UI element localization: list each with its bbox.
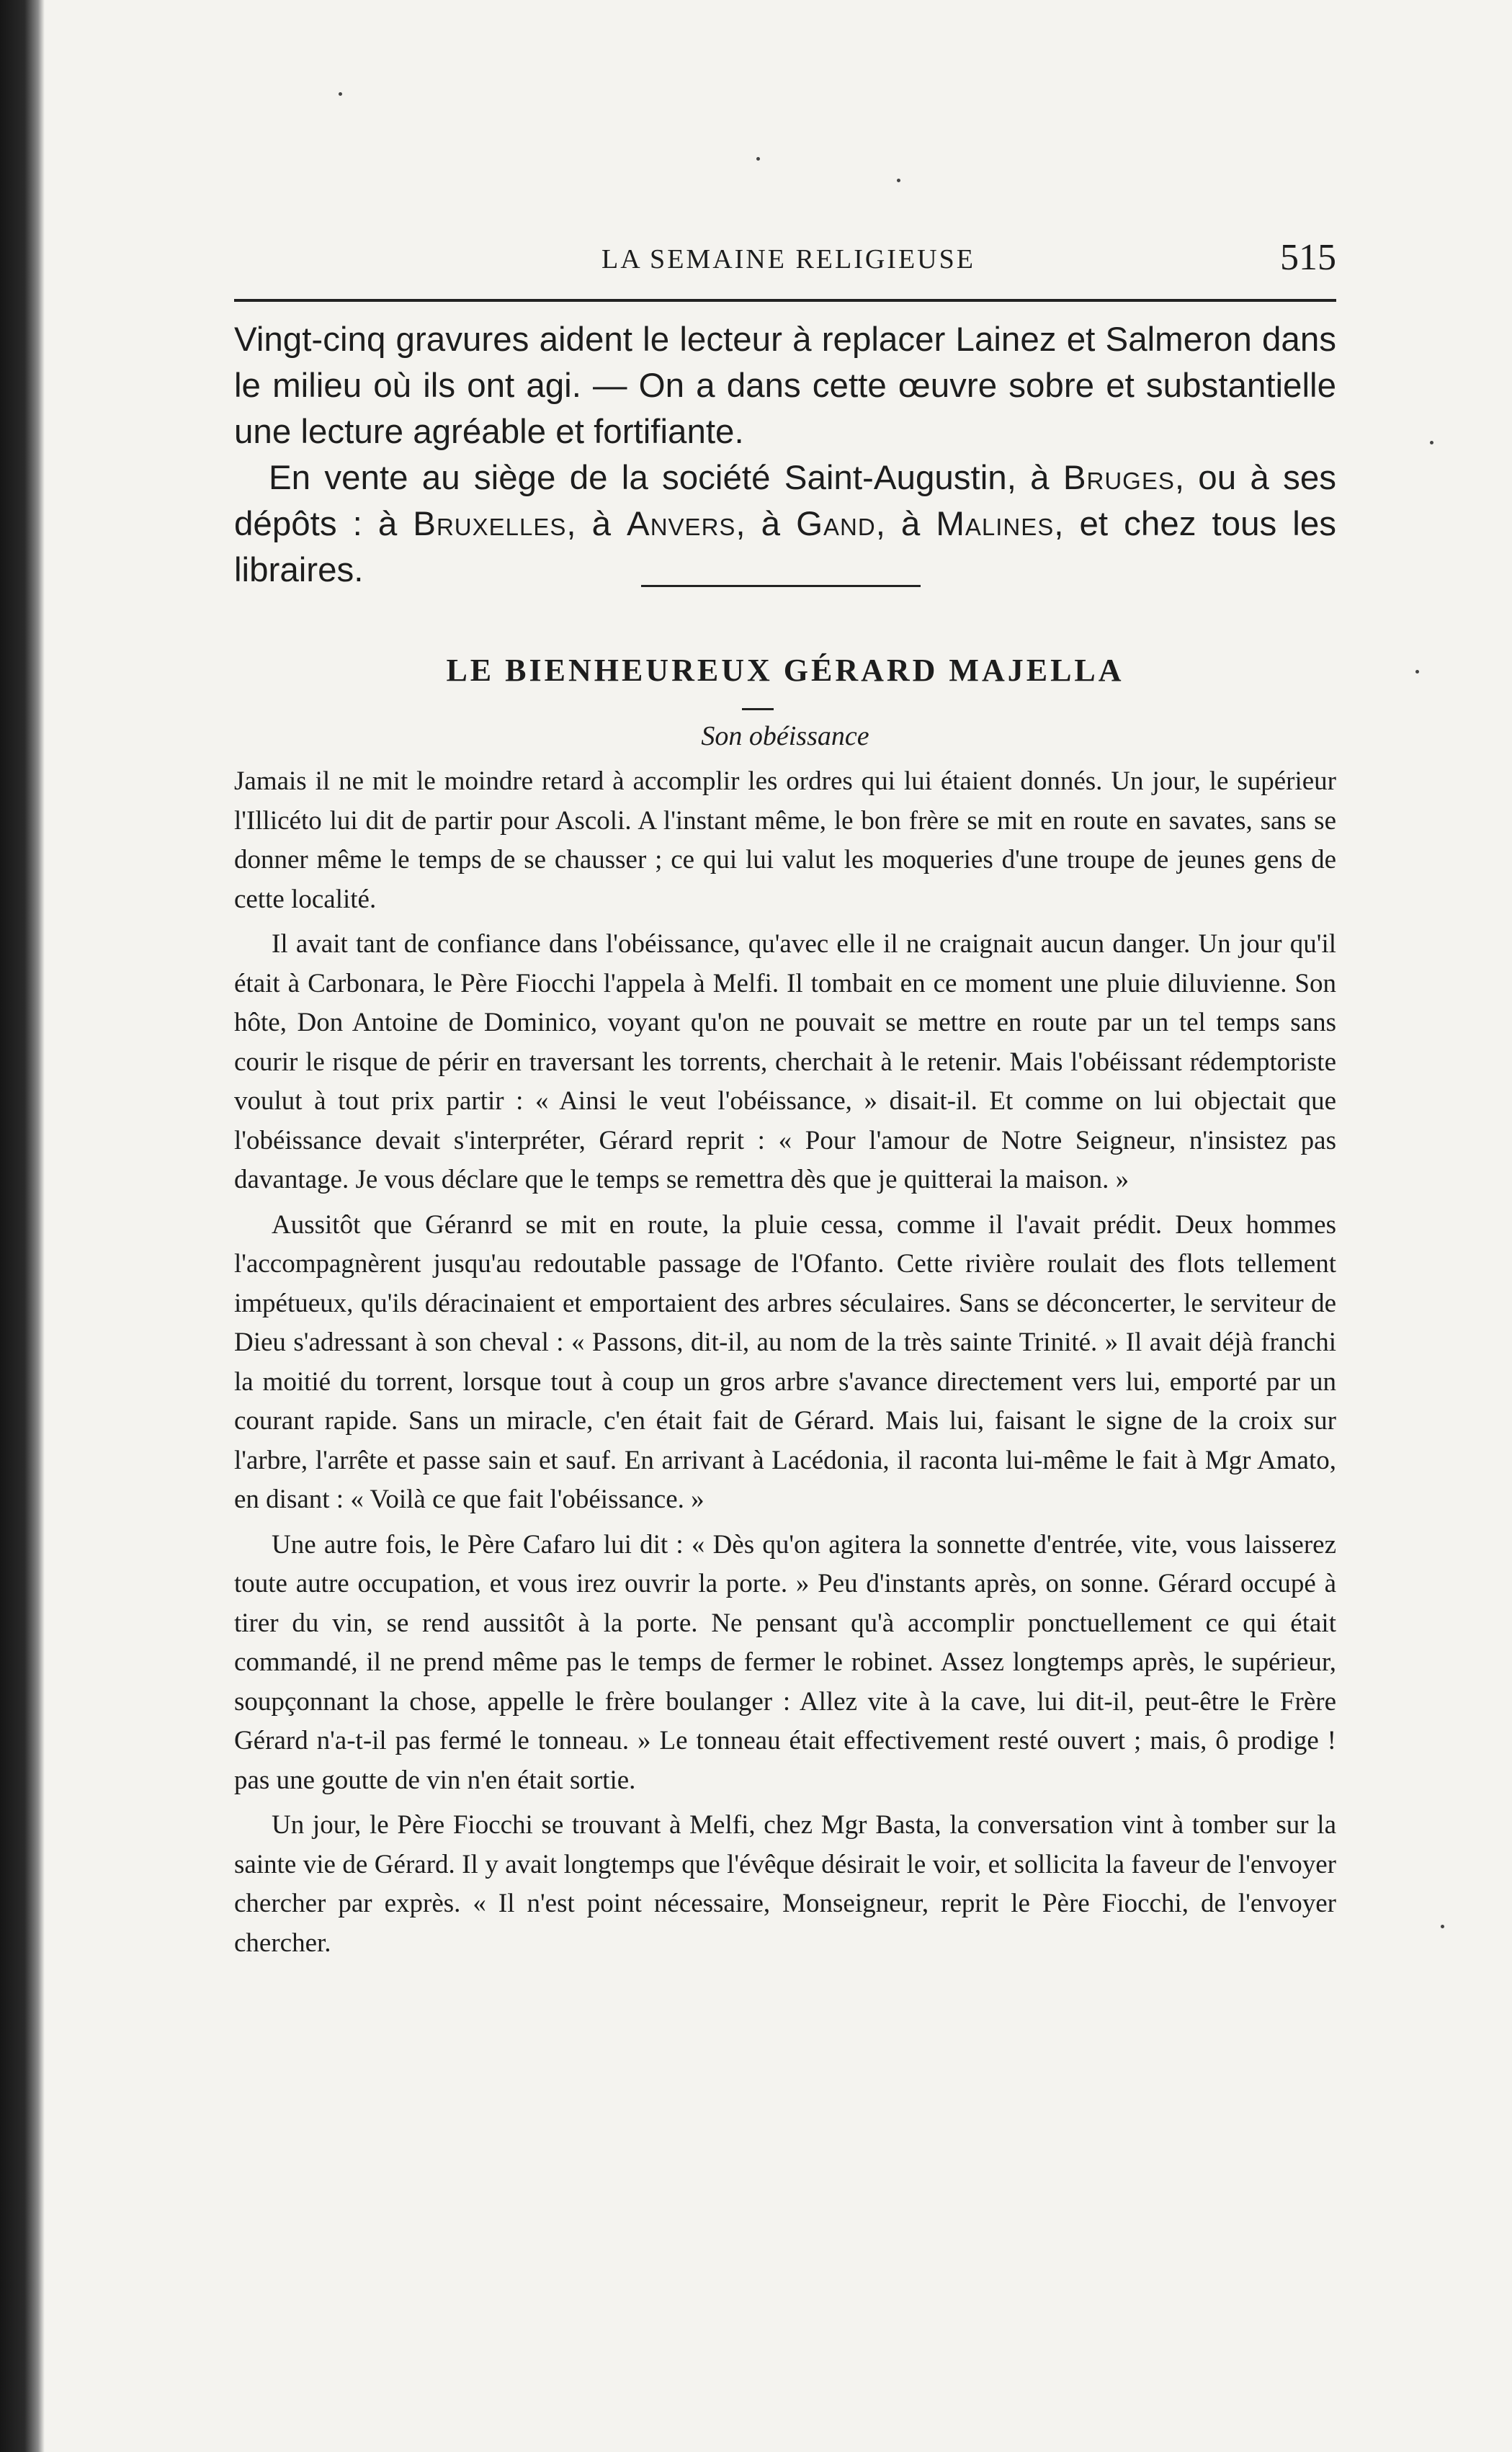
body-paragraph: Jamais il ne mit le moindre retard à accomplir les ordres qui lui étaient donnés. Un jour, le supérieur l'Illicéto lui dit de partir pour Ascoli. A l'instant même, le bon frère se mit en route en savates, sans se donner même le temps de se chausser ; ce qui lui valut les moqueries d'une troupe de jeunes gens de cette localité. — [234, 766, 1336, 914]
city-malines: Malines — [936, 505, 1055, 543]
body-paragraph: Aussitôt que Géranrd se mit en route, la pluie cessa, comme il l'avait prédit. Deux hommes l'accompagnèrent jusqu'au redoutable passage de l'Ofanto. Cette rivière roulait des flots tellement impétueux, qu'ils déracinaient et emportaient des arbres séculaires. Sans se déconcerter, le serviteur de Dieu s'adressant à son cheval : « Passons, dit-il, au nom de la très sainte Trinité. » Il avait déjà franchi la moitié du torrent, lorsque tout à coup un gros arbre s'avance directement vers lui, emporté par un courant rapide. Sans un miracle, c'en était fait de Gérard. Mais lui, faisant le signe de la croix sur l'arbre, l'arrête et passe sain et sauf. En arrivant à Lacédonia, il raconta lui-même le fait à Mgr Amato, en disant : « Voilà ce que fait l'obéissance. » — [234, 1209, 1336, 1514]
title-rule — [742, 708, 774, 710]
article-subtitle: Son obéissance — [701, 721, 869, 751]
scan-speck — [1415, 670, 1419, 674]
running-title: LA SEMAINE RELIGIEUSE — [601, 244, 975, 274]
sales-text: , et chez tous les libraires. — [234, 505, 1336, 589]
scan-speck — [1430, 441, 1433, 444]
notice-sales-paragraph — [234, 455, 1336, 594]
sales-text: En vente au siège de la société Saint-Augustin, à — [269, 459, 1063, 497]
article-body — [234, 762, 1336, 1969]
city-bruges: Bruges — [1063, 459, 1175, 497]
city-bruxelles: Bruxelles — [413, 505, 567, 543]
sales-text: , à — [735, 505, 797, 543]
notice-paragraph: Vingt-cinq gravures aident le lecteur à replacer Lainez et Salmeron dans le milieu où ils ont agi. — On a dans cette œuvre sobre et substantielle une lecture agréable et fortifiante. — [234, 321, 1336, 451]
scan-speck — [339, 92, 342, 96]
scan-speck — [756, 157, 760, 161]
page-number: 515 — [1280, 237, 1336, 278]
body-paragraph: Il avait tant de confiance dans l'obéissance, qu'avec elle il ne craignait aucun danger. Un jour qu'il était à Carbonara, le Père Fiocchi l'appela à Melfi. Il tombait en ce moment une pluie diluvienne. Son hôte, Don Antoine de Dominico, voyant qu'on ne pouvait se mettre en route par un tel temps sans courir le risque de périr en traversant les torrents, cherchait à le retenir. Mais l'obéissant rédemptoriste voulut à tout prix partir : « Ainsi le veut l'obéissance, » disait-il. Et comme on lui objectait que l'obéissance devait s'interpréter, Gérard reprit : « Pour l'amour de Notre Seigneur, n'insistez pas davantage. Je vous déclare que le temps se remettra dès que je quitterai la maison. » — [234, 929, 1336, 1194]
scan-speck — [897, 179, 900, 182]
body-paragraph: Un jour, le Père Fiocchi se trouvant à Melfi, chez Mgr Basta, la conversation vint à tomber sur la sainte vie de Gérard. Il y avait longtemps que l'évêque désirait le voir, et sollicita la faveur de l'envoyer chercher par exprès. « Il n'est point nécessaire, Monseigneur, reprit le Père Fiocchi, de l'envoyer chercher. — [234, 1810, 1336, 1958]
book-notice — [234, 317, 1336, 594]
book-binding-edge — [0, 0, 45, 2452]
sales-text: , ou à ses dépôts : à — [234, 459, 1336, 543]
city-anvers: Anvers — [627, 505, 736, 543]
page-header — [234, 236, 1336, 287]
sales-text: , à — [566, 505, 627, 543]
article-title: LE BIENHEUREUX GÉRARD MAJELLA — [446, 653, 1124, 688]
section-divider — [641, 585, 921, 587]
scan-speck — [1441, 1925, 1444, 1928]
body-paragraph: Une autre fois, le Père Cafaro lui dit : « Dès qu'on agitera la sonnette d'entrée, vite, vous laisserez toute autre occupation, et vous irez ouvrir la porte. » Peu d'instants après, on sonne. Gérard occupé à tirer du vin, se rend aussitôt à la porte. Ne pensant qu'à accomplir ponctuellement ce qui était commandé, il ne prend même pas le temps de fermer le robinet. Assez longtemps après, le supérieur, soupçonnant la chose, appelle le frère boulanger : Allez vite à la cave, lui dit-il, peut-être le Frère Gérard n'a-t-il pas fermé le tonneau. » Le tonneau était effectivement resté ouvert ; mais, ô prodige ! pas une goutte de vin n'en était sortie. — [234, 1529, 1336, 1795]
header-rule — [234, 299, 1336, 302]
city-gand: Gand — [796, 505, 876, 543]
sales-text: , à — [875, 505, 936, 543]
